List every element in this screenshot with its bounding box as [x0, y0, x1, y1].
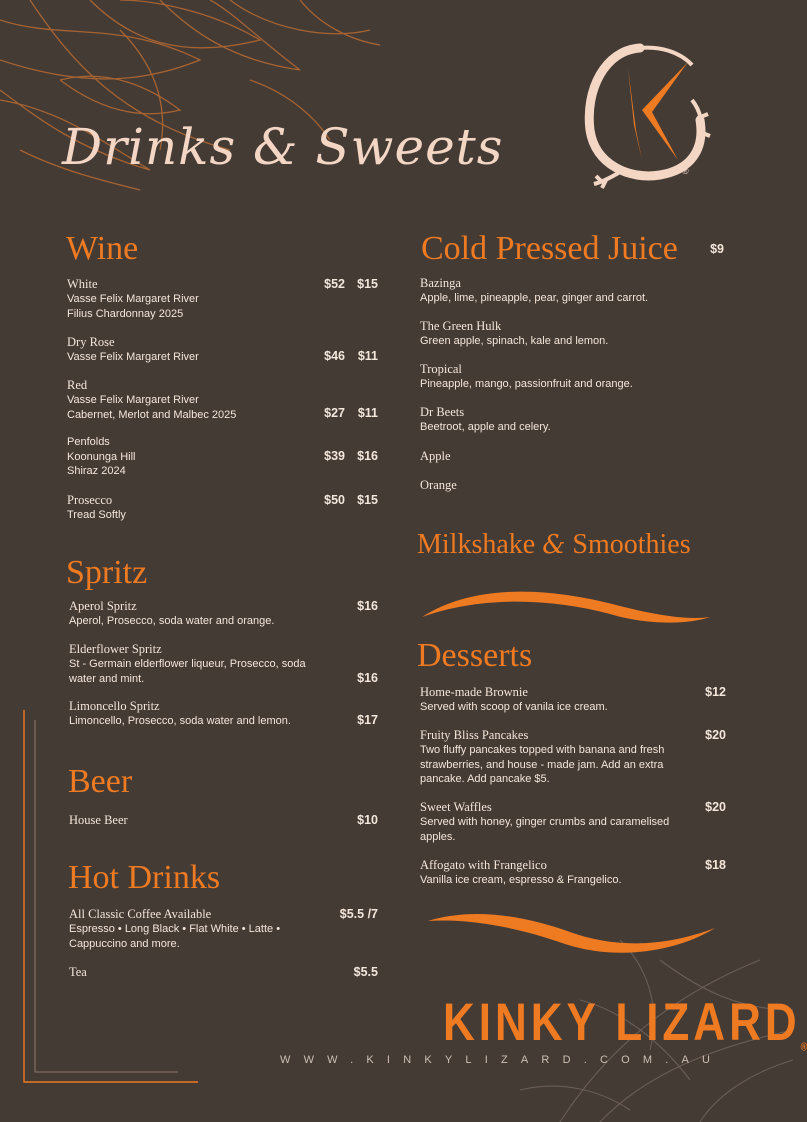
spritz-item	[69, 599, 379, 629]
price-bottle: $46	[324, 349, 345, 363]
spritz-item	[69, 642, 319, 686]
price-glass: $15	[357, 493, 378, 507]
milkshake-label: Milkshake	[417, 529, 536, 560]
item-price: $10	[357, 813, 378, 827]
item-price: $12	[705, 685, 726, 699]
item-name: Orange	[420, 478, 457, 492]
item-name: Limoncello Spritz	[69, 699, 160, 713]
item-price: $17	[357, 713, 378, 727]
juice-item	[420, 319, 730, 349]
item-name: Sweet Waffles	[420, 800, 492, 814]
item-desc: Pineapple, mango, passionfruit and orange.	[420, 378, 633, 390]
item-desc: Vanilla ice cream, espresso & Frangelico.	[420, 874, 622, 886]
item-desc: Two fluffy pancakes topped with banana and fresh strawberries, and house - made jam. Add an extra pancake. Add pancake $5.	[420, 744, 665, 785]
hot-drink-item	[69, 907, 309, 951]
spritz-heading: Spritz	[66, 554, 148, 591]
beer-item	[69, 813, 379, 828]
item-name: Penfolds	[67, 436, 110, 448]
desserts-heading: Desserts	[417, 637, 533, 674]
item-name: Dr Beets	[420, 405, 465, 419]
beer-heading: Beer	[68, 763, 133, 800]
registered-mark: ®	[800, 1041, 807, 1053]
juice-item	[420, 276, 730, 306]
item-name: The Green Hulk	[420, 319, 502, 333]
item-name: Apple	[420, 449, 451, 463]
item-price: $20	[705, 800, 726, 814]
dessert-item	[420, 800, 682, 844]
price-bottle: $27	[324, 406, 345, 420]
page-title: Drinks & Sweets	[62, 118, 504, 176]
spritz-item	[69, 699, 379, 729]
price-bottle: $52	[324, 277, 345, 291]
juice-item	[420, 405, 730, 435]
item-price: $5.5 /7	[339, 907, 378, 921]
price-glass: $16	[357, 449, 378, 463]
website-url[interactable]: WWW.KINKYLIZARD.COM.AU	[280, 1054, 724, 1066]
item-price: $16	[357, 599, 378, 613]
item-name: Tea	[69, 965, 87, 979]
item-desc: Tread Softly	[67, 509, 126, 521]
item-desc: Koonunga Hill	[67, 450, 136, 463]
juice-item	[420, 449, 730, 464]
item-name: White	[67, 277, 98, 291]
price-bottle: $50	[324, 493, 345, 507]
item-name: Tropical	[420, 362, 462, 376]
hot-drinks-heading: Hot Drinks	[68, 859, 221, 896]
price-glass: $11	[357, 406, 378, 420]
lizard-logo-icon	[580, 40, 710, 190]
smoothies-label: Smoothies	[572, 529, 691, 560]
item-price: $16	[357, 671, 378, 685]
item-name: Prosecco	[67, 493, 113, 507]
brand-wordmark: KINKY LIZARD	[443, 993, 801, 1052]
dessert-item	[420, 858, 730, 888]
ampersand: &	[542, 530, 566, 560]
juice-heading: Cold Pressed Juice	[421, 230, 678, 267]
item-desc: Beetroot, apple and celery.	[420, 421, 551, 433]
juice-item	[420, 478, 730, 493]
item-name: Aperol Spritz	[69, 599, 137, 613]
item-price: $5.5	[353, 965, 378, 979]
item-desc: Vasse Felix Margaret River	[67, 351, 199, 363]
dessert-item	[420, 728, 682, 787]
dessert-item	[420, 685, 730, 715]
hot-drink-item	[69, 965, 379, 980]
logo	[580, 40, 710, 190]
price-glass: $15	[357, 277, 378, 291]
item-desc: St - Germain elderflower liqueur, Prosecco, soda water and mint.	[69, 658, 306, 685]
item-desc: Apple, lime, pineapple, pear, ginger and carrot.	[420, 292, 649, 304]
item-price: $18	[705, 858, 726, 872]
item-desc: Green apple, spinach, kale and lemon.	[420, 335, 609, 347]
price-bottle: $39	[324, 449, 345, 463]
item-desc: Limoncello, Prosecco, soda water and lemon.	[69, 715, 291, 727]
item-name: All Classic Coffee Available	[69, 907, 212, 921]
item-name: Dry Rose	[67, 335, 115, 349]
juice-price: $9	[710, 242, 724, 256]
brand-name	[443, 993, 807, 1053]
item-name: Affogato with Frangelico	[420, 858, 547, 872]
item-desc: Cabernet, Merlot and Malbec 2025	[67, 408, 237, 421]
item-desc: Vasse Felix Margaret River	[67, 394, 199, 406]
item-price: $20	[705, 728, 726, 742]
registered-mark: ®	[682, 166, 689, 176]
item-name: Elderflower Spritz	[69, 642, 162, 656]
item-desc: Vasse Felix Margaret River	[67, 293, 199, 305]
item-name: Home-made Brownie	[420, 685, 528, 699]
item-name: Fruity Bliss Pancakes	[420, 728, 529, 742]
milkshake-heading	[417, 531, 691, 559]
juice-item	[420, 362, 730, 392]
price-glass: $11	[357, 349, 378, 363]
item-name: House Beer	[69, 813, 128, 827]
item-desc: Espresso • Long Black • Flat White • Latte • Cappuccino and more.	[69, 923, 281, 950]
item-name: Red	[67, 378, 88, 392]
item-desc: Shiraz 2024	[67, 465, 126, 477]
wine-heading: Wine	[66, 230, 139, 267]
item-desc: Filius Chardonnay 2025	[67, 307, 184, 320]
item-desc: Aperol, Prosecco, soda water and orange.	[69, 615, 275, 627]
item-desc: Served with honey, ginger crumbs and caramelised apples.	[420, 816, 670, 843]
item-desc: Served with scoop of vanila ice cream.	[420, 701, 608, 713]
item-name: Bazinga	[420, 276, 461, 290]
